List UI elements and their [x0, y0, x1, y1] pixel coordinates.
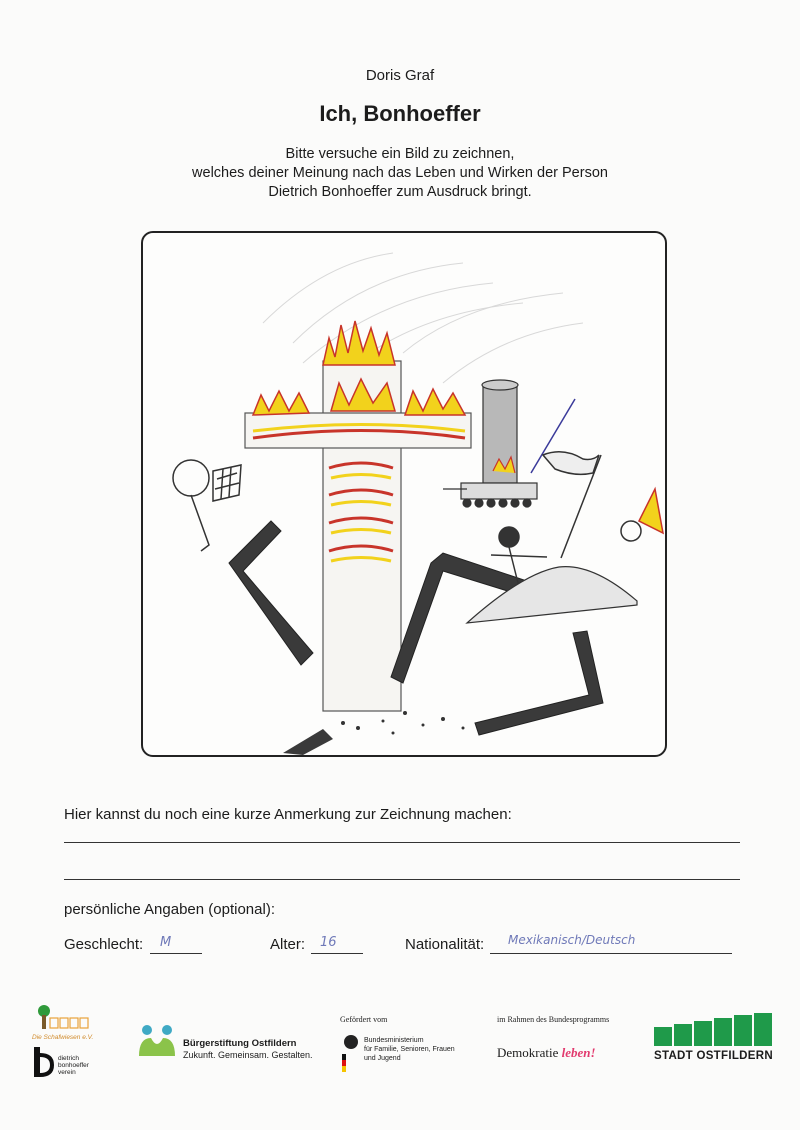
flag-icon	[543, 452, 601, 558]
flower-icon	[621, 489, 663, 541]
ministry-line-1: Bundesministerium	[364, 1037, 424, 1044]
pencil-drawing	[143, 233, 665, 755]
people-icon	[137, 1024, 177, 1060]
verein-line-2: bonhoeffer	[58, 1062, 89, 1069]
personal-info-label: persönliche Angaben (optional):	[64, 901, 275, 918]
page-title: Ich, Bonhoeffer	[319, 101, 481, 126]
instruction-line-3: Dietrich Bonhoeffer zum Ausdruck bringt.	[268, 184, 532, 200]
verein-line-3: verein	[58, 1069, 76, 1076]
instruction-line-1: Bitte versuche ein Bild zu zeichnen,	[285, 146, 515, 162]
age-label: Alter:	[270, 936, 306, 953]
age-value: 16	[320, 935, 337, 950]
instruction-line-2: welches deiner Meinung nach das Leben und Wirken der Person	[192, 165, 608, 181]
buergerstiftung-logo	[137, 1024, 313, 1065]
sky-strokes	[263, 253, 583, 383]
lamp-icon	[173, 460, 241, 551]
nationality-value: Mexikanisch/Deutsch	[508, 933, 636, 947]
note-label: Hier kannst du noch eine kurze Anmerkung zur Zeichnung machen:	[64, 806, 512, 823]
stadt-ostfildern-logo-icon	[654, 1013, 772, 1046]
gefoerdert-label: Gefördert vom	[340, 1015, 388, 1024]
note-line-2[interactable]	[64, 879, 740, 880]
ministry-line-2: für Familie, Senioren, Frauen	[364, 1046, 455, 1053]
stadt-ostfildern-name: STADT OSTFILDERN	[654, 1050, 773, 1062]
broken-wall-right	[475, 631, 603, 735]
gender-field[interactable]	[150, 953, 202, 954]
schafwiesen-logo	[32, 1003, 104, 1083]
broken-wall-bottom	[283, 729, 333, 755]
schafwiesen-name: Die Schafwiesen e.V.	[32, 1034, 94, 1041]
programm-label: im Rahmen des Bundesprogramms	[497, 1015, 610, 1024]
gender-value: M	[160, 935, 172, 950]
federal-eagle-icon	[340, 1032, 362, 1074]
rubble	[341, 711, 465, 735]
nationality-label: Nationalität:	[405, 936, 485, 953]
verein-line-1: dietrich	[58, 1055, 79, 1062]
demokratie-text: Demokratie	[497, 1045, 559, 1060]
buergerstiftung-name: Bürgerstiftung Ostfildern	[183, 1038, 297, 1049]
drawing-frame	[141, 231, 667, 757]
demokratie-logo	[497, 1045, 596, 1061]
note-line-1[interactable]	[64, 842, 740, 843]
author-name: Doris Graf	[365, 67, 435, 84]
gender-label: Geschlecht:	[64, 936, 144, 953]
ministry-line-3: und Jugend	[364, 1055, 401, 1062]
nationality-field[interactable]	[490, 953, 732, 954]
leben-text: leben!	[561, 1045, 596, 1060]
broken-wall-left	[229, 521, 313, 665]
buergerstiftung-slogan: Zukunft. Gemeinsam. Gestalten.	[183, 1050, 313, 1060]
age-field[interactable]	[311, 953, 363, 954]
